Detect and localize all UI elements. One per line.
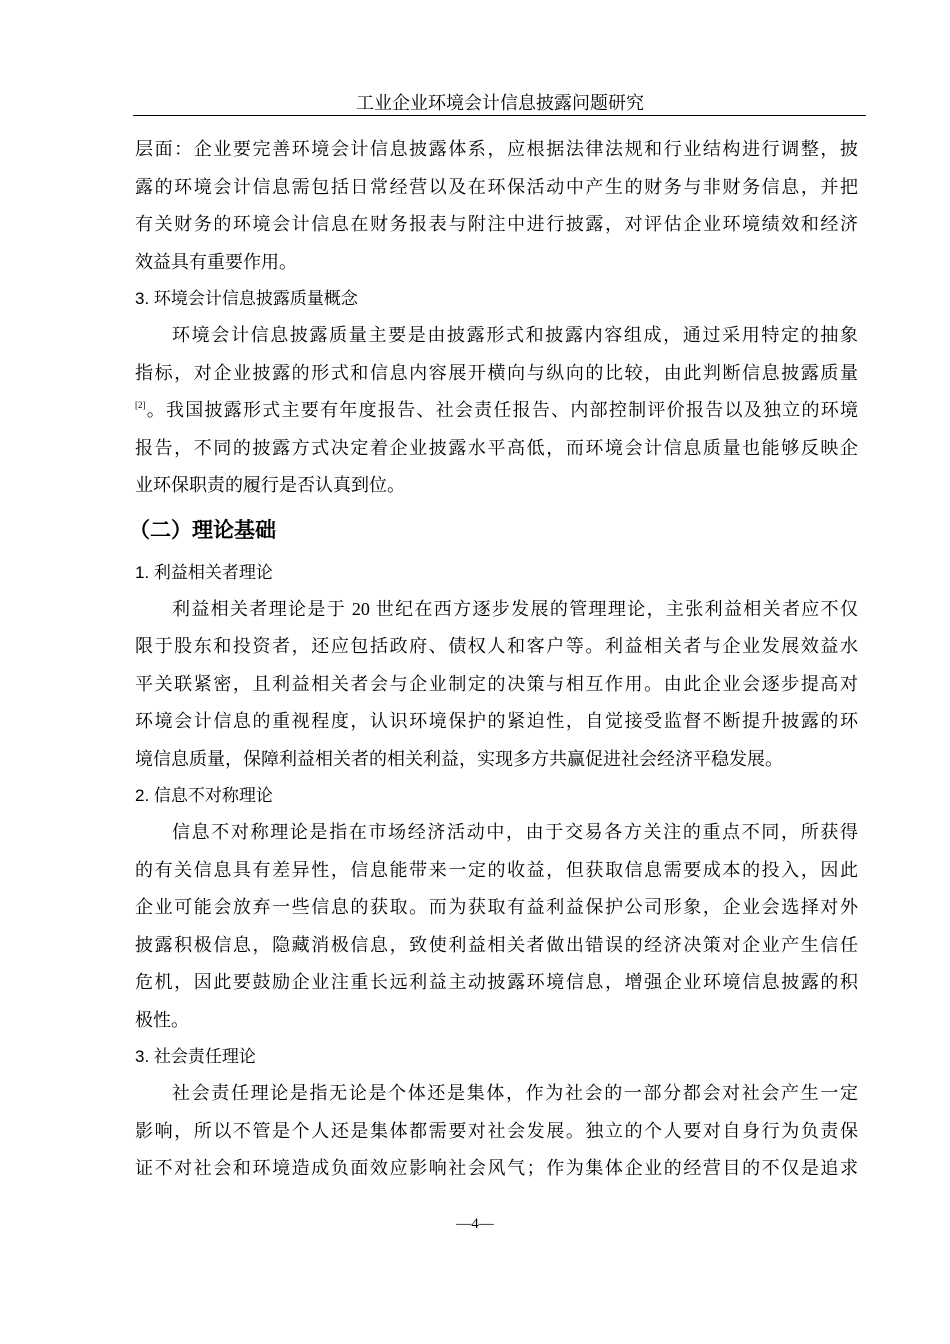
paragraph [135, 814, 858, 1039]
page-number: —4— [456, 1216, 494, 1232]
text-line: 披露积极信息，隐藏消极信息，致使利益相关者做出错误的经济决策对企业产生信任 [135, 934, 858, 955]
subsection-heading: 3. 环境会计信息披露质量概念 [135, 289, 358, 308]
paragraph [135, 317, 858, 505]
text-line: 层面：企业要完善环境会计信息披露体系，应根据法律法规和行业结构进行调整，披 [135, 139, 858, 159]
text-line: 社会责任理论是指无论是个体还是集体，作为社会的一部分都会对社会产生一定 [172, 1083, 858, 1103]
text-line: 限于股东和投资者，还应包括政府、债权人和客户等。利益相关者与企业发展效益水 [135, 636, 858, 656]
text-line: 报告，不同的披露方式决定着企业披露水平高低，而环境会计信息质量也能够反映企 [135, 437, 858, 458]
section-heading: （二）理论基础 [129, 518, 276, 542]
text-line: 危机，因此要鼓励企业注重长远利益主动披露环境信息，增强企业环境信息披露的积 [135, 972, 858, 992]
text-line: 环境会计信息的重视程度，认识环境保护的紧迫性，自觉接受监督不断提升披露的环 [135, 711, 858, 731]
citation-ref: [2] [135, 400, 146, 410]
text-line: 极性。 [135, 1009, 189, 1030]
text-line: 的有关信息具有差异性，信息能带来一定的收益，但获取信息需要成本的投入，因此 [135, 859, 858, 880]
text-line [135, 392, 858, 430]
text-line: 有关财务的环境会计信息在财务报表与附注中进行披露，对评估企业环境绩效和经济 [135, 214, 858, 234]
text-span: 。我国披露形式主要有年度报告、社会责任报告、内部控制评价报告以及独立的环境 [145, 400, 858, 420]
text-line: 环境会计信息披露质量主要是由披露形式和披露内容组成，通过采用特定的抽象 [172, 325, 858, 345]
paragraph [135, 1075, 858, 1188]
running-header: 工业企业环境会计信息披露问题研究 [356, 93, 644, 113]
text-line: 业环保职责的履行是否认真到位。 [135, 475, 405, 495]
paragraph [135, 591, 858, 779]
text-line: 证不对社会和环境造成负面效应影响社会风气；作为集体企业的经营目的不仅是追求 [135, 1158, 858, 1178]
text-line: 影响，所以不管是个人还是集体都需要对社会发展。独立的个人要对自身行为负责保 [135, 1120, 858, 1141]
paragraph [135, 131, 858, 281]
header-rule [133, 115, 866, 116]
text-line: 境信息质量，保障利益相关者的相关利益，实现多方共赢促进社会经济平稳发展。 [135, 748, 783, 769]
text-line: 效益具有重要作用。 [135, 251, 297, 272]
text-line: 露的环境会计信息需包括日常经营以及在环保活动中产生的财务与非财务信息，并把 [135, 176, 858, 197]
text-line: 指标，对企业披露的形式和信息内容展开横向与纵向的比较，由此判断信息披露质量 [135, 362, 858, 383]
subsection-heading: 3. 社会责任理论 [135, 1047, 256, 1066]
subsection-heading: 2. 信息不对称理论 [135, 786, 273, 805]
text-line: 企业可能会放弃一些信息的获取。而为获取有益利益保护公司形象，企业会选择对外 [135, 897, 858, 917]
document-body [129, 131, 858, 1188]
text-line: 利益相关者理论是于 20 世纪在西方逐步发展的管理理论，主张利益相关者应不仅 [172, 598, 858, 619]
text-line: 信息不对称理论是指在市场经济活动中，由于交易各方关注的重点不同，所获得 [172, 822, 858, 842]
subsection-heading: 1. 利益相关者理论 [135, 562, 273, 582]
text-line: 平关联紧密，且利益相关者会与企业制定的决策与相互作用。由此企业会逐步提高对 [135, 673, 858, 694]
